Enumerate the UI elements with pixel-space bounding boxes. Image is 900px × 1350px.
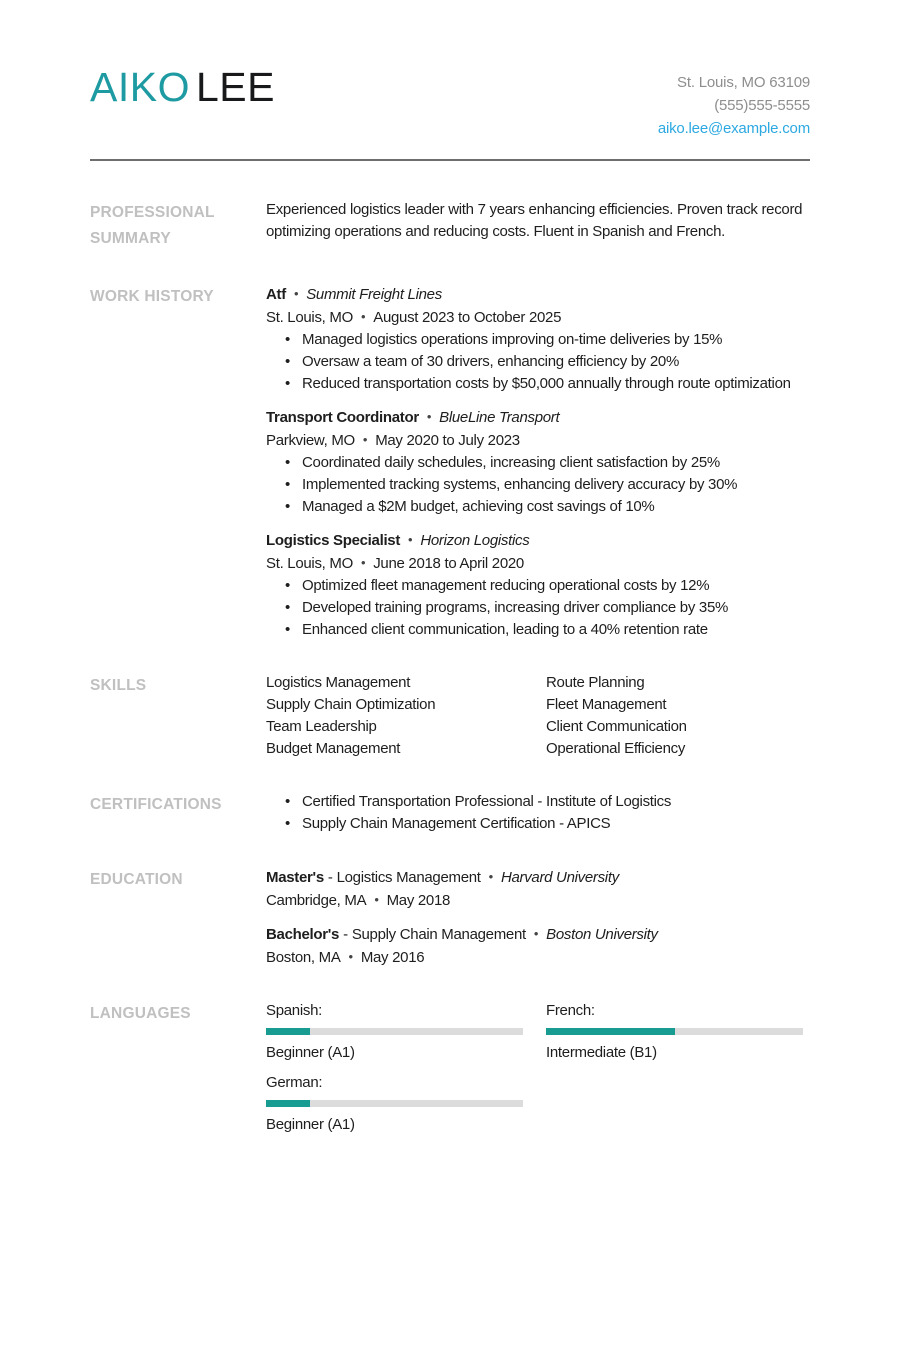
- job-meta-line: [266, 429, 810, 452]
- dash-separator: -: [327, 869, 333, 886]
- dot-separator: •: [533, 926, 539, 941]
- job-bullet: • Coordinated daily schedules, increasing client satisfaction by 25%: [266, 452, 810, 474]
- section-education: [90, 866, 810, 969]
- education-date: May 2018: [386, 892, 451, 909]
- language-item-french: [546, 1000, 803, 1063]
- dash-separator: -: [343, 926, 348, 943]
- language-level: Intermediate (B1): [546, 1044, 657, 1061]
- skill-item: Budget Management: [266, 740, 401, 757]
- language-progress-track: [266, 1100, 523, 1107]
- job-entry: [266, 529, 810, 641]
- resume-body: [90, 199, 810, 1135]
- language-name: French:: [546, 1002, 595, 1019]
- education-date: May 2016: [360, 949, 425, 966]
- dot-separator: •: [488, 869, 493, 884]
- section-work-history: [90, 283, 810, 641]
- skill-item: Route Planning: [546, 674, 645, 691]
- dot-separator: •: [374, 892, 379, 907]
- job-location: St. Louis, MO: [266, 309, 353, 326]
- header: [90, 64, 810, 140]
- language-progress-track: [266, 1028, 523, 1035]
- language-level: Beginner (A1): [266, 1044, 355, 1061]
- skill-item: Operational Efficiency: [546, 740, 686, 757]
- language-level: Beginner (A1): [266, 1116, 355, 1133]
- skills-column-1: [266, 672, 546, 760]
- education-degree-line: [266, 866, 810, 889]
- section-label-languages: LANGUAGES: [90, 1005, 191, 1022]
- job-entry: [266, 283, 810, 395]
- job-title-line: [266, 406, 810, 429]
- job-bullet: • Enhanced client communication, leading to a 40% retention rate: [266, 619, 810, 641]
- language-progress-track: [546, 1028, 803, 1035]
- skill-item: Client Communication: [546, 718, 687, 735]
- job-dates: August 2023 to October 2025: [373, 309, 562, 326]
- section-label-skills: SKILLS: [90, 677, 147, 694]
- job-company: BlueLine Transport: [439, 409, 560, 426]
- dot-separator: •: [426, 409, 432, 424]
- education-entry: [266, 866, 810, 912]
- job-entry: [266, 406, 810, 518]
- education-school: Boston University: [546, 926, 658, 943]
- contact-phone: (555)555-5555: [714, 97, 810, 114]
- job-location: Parkview, MO: [266, 432, 355, 449]
- section-skills: [90, 672, 810, 760]
- skill-item: Fleet Management: [546, 696, 667, 713]
- dot-separator: •: [360, 555, 366, 570]
- language-progress-fill: [266, 1028, 310, 1035]
- skill-item: Logistics Management: [266, 674, 411, 691]
- language-progress-fill: [546, 1028, 675, 1035]
- education-degree: Bachelor's: [266, 926, 340, 943]
- certification-item: • Supply Chain Management Certification - APICS: [266, 813, 810, 835]
- education-field: Supply Chain Management: [351, 926, 526, 943]
- language-item-spanish: [266, 1000, 523, 1063]
- job-bullet: • Oversaw a team of 30 drivers, enhancing efficiency by 20%: [266, 351, 810, 373]
- education-degree-line: [266, 923, 810, 946]
- language-item-german: [266, 1072, 523, 1135]
- contact-block: [658, 64, 810, 140]
- job-bullet: • Implemented tracking systems, enhancing delivery accuracy by 30%: [266, 474, 810, 496]
- dot-separator: •: [348, 949, 353, 964]
- summary-text: Experienced logistics leader with 7 years enhancing efficiencies. Proven track record optimizing operations and reducing costs. Fluent in Spanish and French.: [266, 201, 803, 240]
- education-degree: Master's: [266, 869, 324, 886]
- job-bullet-list: [266, 575, 810, 641]
- education-entry: [266, 923, 810, 969]
- section-label-education: EDUCATION: [90, 871, 183, 888]
- section-label-summary: PROFESSIONAL SUMMARY: [90, 204, 215, 247]
- section-label-work-history: WORK HISTORY: [90, 288, 214, 305]
- certification-list: [266, 791, 810, 835]
- education-meta-line: [266, 946, 810, 969]
- education-meta-line: [266, 889, 810, 912]
- education-field: Logistics Management: [336, 869, 481, 886]
- job-bullet: • Managed a $2M budget, achieving cost savings of 10%: [266, 496, 810, 518]
- job-bullet: • Managed logistics operations improving on-time deliveries by 15%: [266, 329, 810, 351]
- certification-item: • Certified Transportation Professional - Institute of Logistics: [266, 791, 810, 813]
- job-title: Transport Coordinator: [266, 409, 419, 426]
- job-dates: June 2018 to April 2020: [373, 555, 524, 572]
- job-title-line: [266, 529, 810, 552]
- contact-email-link[interactable]: aiko.lee@example.com: [657, 120, 810, 137]
- skill-item: Team Leadership: [266, 718, 377, 735]
- header-divider: [90, 159, 810, 161]
- section-label-certifications: CERTIFICATIONS: [90, 796, 222, 813]
- dot-separator: •: [360, 309, 366, 324]
- job-title: Atf: [266, 286, 286, 303]
- job-title: Logistics Specialist: [266, 532, 401, 549]
- job-location: St. Louis, MO: [266, 555, 353, 572]
- dot-separator: •: [362, 432, 368, 447]
- education-location: Boston, MA: [266, 949, 341, 966]
- education-location: Cambridge, MA: [266, 892, 367, 909]
- dot-separator: •: [293, 286, 299, 301]
- skill-item: Supply Chain Optimization: [266, 696, 436, 713]
- language-progress-fill: [266, 1100, 310, 1107]
- candidate-name: [90, 64, 275, 110]
- skills-column-2: [546, 672, 810, 760]
- job-bullet-list: [266, 452, 810, 518]
- job-meta-line: [266, 552, 810, 575]
- job-dates: May 2020 to July 2023: [375, 432, 520, 449]
- section-professional-summary: [90, 199, 810, 252]
- dot-separator: •: [408, 532, 413, 547]
- job-bullet-list: [266, 329, 810, 395]
- job-bullet: • Reduced transportation costs by $50,000 annually through route optimization: [266, 373, 810, 395]
- education-school: Harvard University: [500, 869, 619, 886]
- language-name: Spanish:: [266, 1002, 322, 1019]
- job-bullet: • Developed training programs, increasing driver compliance by 35%: [266, 597, 810, 619]
- job-meta-line: [266, 306, 810, 329]
- last-name: LEE: [195, 64, 275, 110]
- job-title-line: [266, 283, 810, 306]
- job-company: Horizon Logistics: [420, 532, 530, 549]
- first-name: AIKO: [90, 64, 190, 110]
- section-languages: [90, 1000, 810, 1135]
- job-bullet: • Optimized fleet management reducing operational costs by 12%: [266, 575, 810, 597]
- job-company: Summit Freight Lines: [306, 286, 442, 303]
- language-name: German:: [266, 1074, 323, 1091]
- contact-location: St. Louis, MO 63109: [677, 74, 810, 91]
- section-certifications: [90, 791, 810, 835]
